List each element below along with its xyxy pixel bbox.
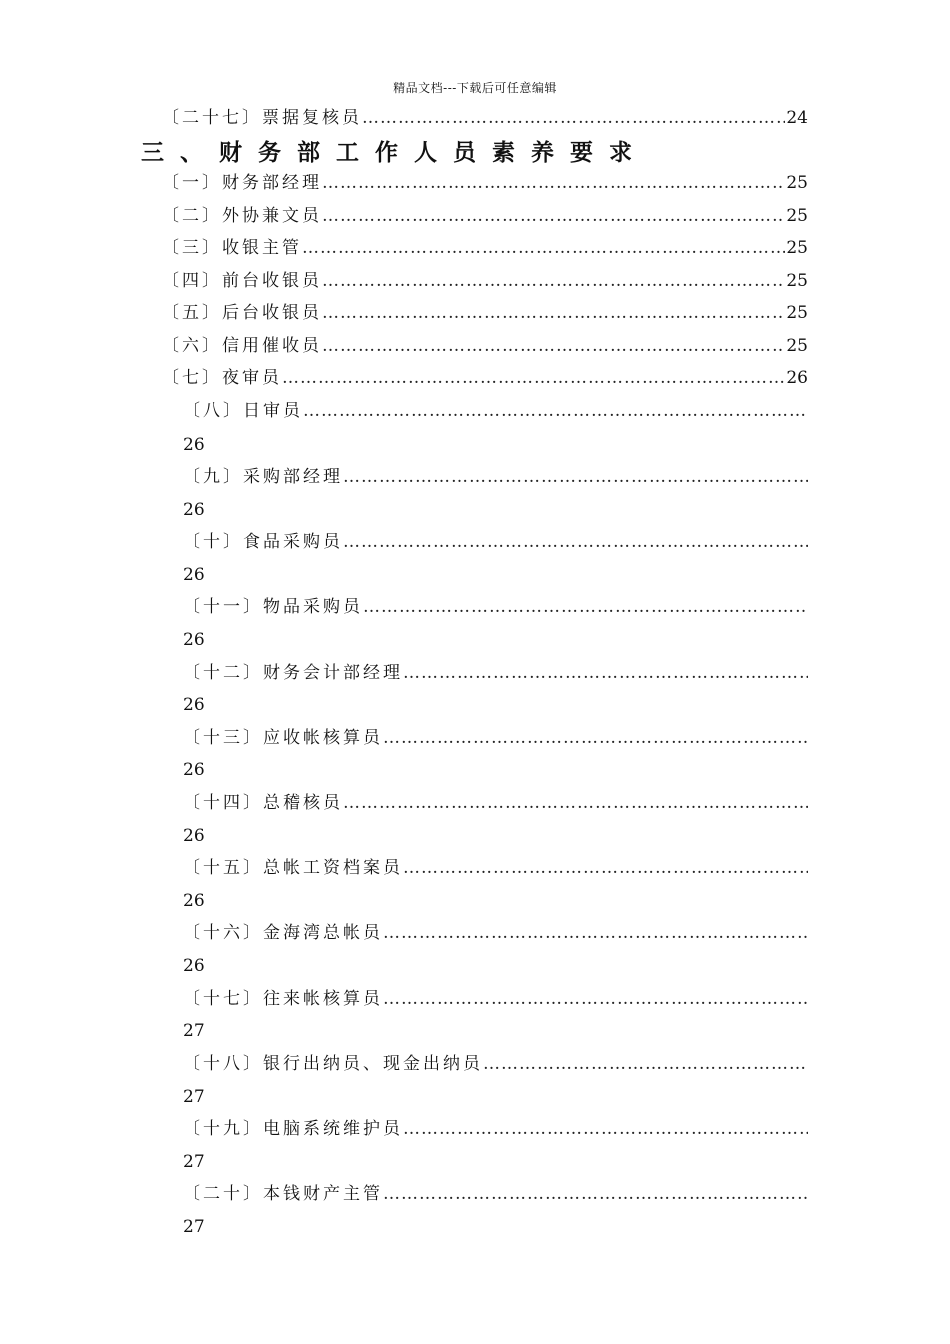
toc-entry-page[interactable]: 26 — [183, 826, 205, 846]
toc-entry-page[interactable]: 26 — [183, 630, 205, 650]
toc-entry-label: 〔四〕前台收银员 — [162, 271, 322, 291]
toc-entry-label: 〔二〕外协兼文员 — [162, 206, 322, 226]
toc-entry-page[interactable]: 26 — [183, 435, 205, 455]
toc-entry-page[interactable]: 26 — [183, 956, 205, 976]
dot-leader — [302, 235, 785, 261]
dot-leader — [383, 920, 808, 946]
toc-entry[interactable] — [183, 594, 808, 620]
dot-leader — [483, 1051, 808, 1077]
toc-entry[interactable] — [183, 1051, 808, 1077]
dot-leader — [362, 105, 785, 131]
toc-entry-page: 26 — [786, 368, 808, 388]
toc-entry-label: 〔九〕采购部经理 — [183, 467, 343, 487]
dot-leader — [322, 268, 785, 294]
dot-leader — [322, 300, 785, 326]
toc-entry-page: 25 — [786, 173, 808, 193]
page-header: 精品文档---下载后可任意编辑 — [393, 81, 557, 95]
toc-entry[interactable] — [183, 790, 808, 816]
toc-entry-label: 〔八〕日审员 — [183, 401, 303, 421]
toc-entry-page[interactable]: 27 — [183, 1152, 205, 1172]
toc-entry-label: 〔十九〕电脑系统维护员 — [183, 1119, 403, 1139]
toc-entry[interactable] — [183, 464, 808, 490]
toc-entry-label: 〔十〕食品采购员 — [183, 532, 343, 552]
toc-entry-page: 25 — [786, 206, 808, 226]
toc-entry-page: 25 — [786, 238, 808, 258]
toc-entry-label: 〔七〕夜审员 — [162, 368, 282, 388]
toc-entry[interactable] — [162, 268, 808, 294]
dot-leader — [403, 660, 808, 686]
toc-entry[interactable] — [183, 660, 808, 686]
toc-entry-page[interactable]: 27 — [183, 1087, 205, 1107]
toc-entry[interactable] — [183, 1181, 808, 1207]
toc-entry-label: 〔二十〕本钱财产主管 — [183, 1184, 383, 1204]
dot-leader — [383, 986, 808, 1012]
dot-leader — [343, 529, 808, 555]
toc-entry-label: 〔六〕信用催收员 — [162, 336, 322, 356]
toc-entry-page[interactable]: 26 — [183, 891, 205, 911]
toc-entry[interactable] — [183, 398, 808, 424]
dot-leader — [343, 790, 808, 816]
toc-entry-page[interactable]: 26 — [183, 565, 205, 585]
toc-entry-label: 〔二十七〕票据复核员 — [162, 108, 362, 128]
toc-entry[interactable] — [183, 1116, 808, 1142]
toc-entry-page: 25 — [786, 303, 808, 323]
section-heading[interactable]: 三、财务部工作人员素养要求 — [141, 139, 648, 166]
toc-entry-page[interactable]: 26 — [183, 760, 205, 780]
toc-entry-label: 〔一〕财务部经理 — [162, 173, 322, 193]
toc-entry[interactable] — [162, 365, 808, 391]
toc-entry-label: 〔十一〕物品采购员 — [183, 597, 363, 617]
dot-leader — [322, 203, 785, 229]
toc-entry[interactable] — [162, 203, 808, 229]
toc-entry[interactable] — [162, 333, 808, 359]
dot-leader — [363, 594, 808, 620]
toc-entry[interactable] — [162, 105, 808, 131]
toc-entry[interactable] — [183, 920, 808, 946]
toc-entry-label: 〔十七〕往来帐核算员 — [183, 989, 383, 1009]
toc-entry-label: 〔十八〕银行出纳员、现金出纳员 — [183, 1054, 483, 1074]
toc-entry[interactable] — [183, 855, 808, 881]
dot-leader — [403, 855, 808, 881]
dot-leader — [282, 365, 785, 391]
toc-entry-label: 〔十五〕总帐工资档案员 — [183, 858, 403, 878]
dot-leader — [343, 464, 808, 490]
toc-entry-label: 〔十三〕应收帐核算员 — [183, 728, 383, 748]
toc-entry-page: 24 — [786, 108, 808, 128]
toc-entry-page[interactable]: 26 — [183, 500, 205, 520]
toc-entry-label: 〔十六〕金海湾总帐员 — [183, 923, 383, 943]
toc-entry[interactable] — [162, 300, 808, 326]
toc-entry-label: 〔五〕后台收银员 — [162, 303, 322, 323]
toc-entry-page[interactable]: 26 — [183, 695, 205, 715]
dot-leader — [383, 725, 808, 751]
dot-leader — [403, 1116, 808, 1142]
toc-entry[interactable] — [183, 725, 808, 751]
dot-leader — [383, 1181, 808, 1207]
toc-entry-page: 25 — [786, 336, 808, 356]
dot-leader — [322, 170, 785, 196]
toc-entry-page[interactable]: 27 — [183, 1021, 205, 1041]
dot-leader — [322, 333, 785, 359]
toc-entry[interactable] — [162, 235, 808, 261]
toc-entry[interactable] — [183, 529, 808, 555]
dot-leader — [303, 398, 808, 424]
toc-entry[interactable] — [183, 986, 808, 1012]
toc-entry-label: 〔十四〕总稽核员 — [183, 793, 343, 813]
toc-entry-label: 〔十二〕财务会计部经理 — [183, 663, 403, 683]
toc-entry-page[interactable]: 27 — [183, 1217, 205, 1237]
toc-entry-label: 〔三〕收银主管 — [162, 238, 302, 258]
toc-entry[interactable] — [162, 170, 808, 196]
toc-entry-page: 25 — [786, 271, 808, 291]
